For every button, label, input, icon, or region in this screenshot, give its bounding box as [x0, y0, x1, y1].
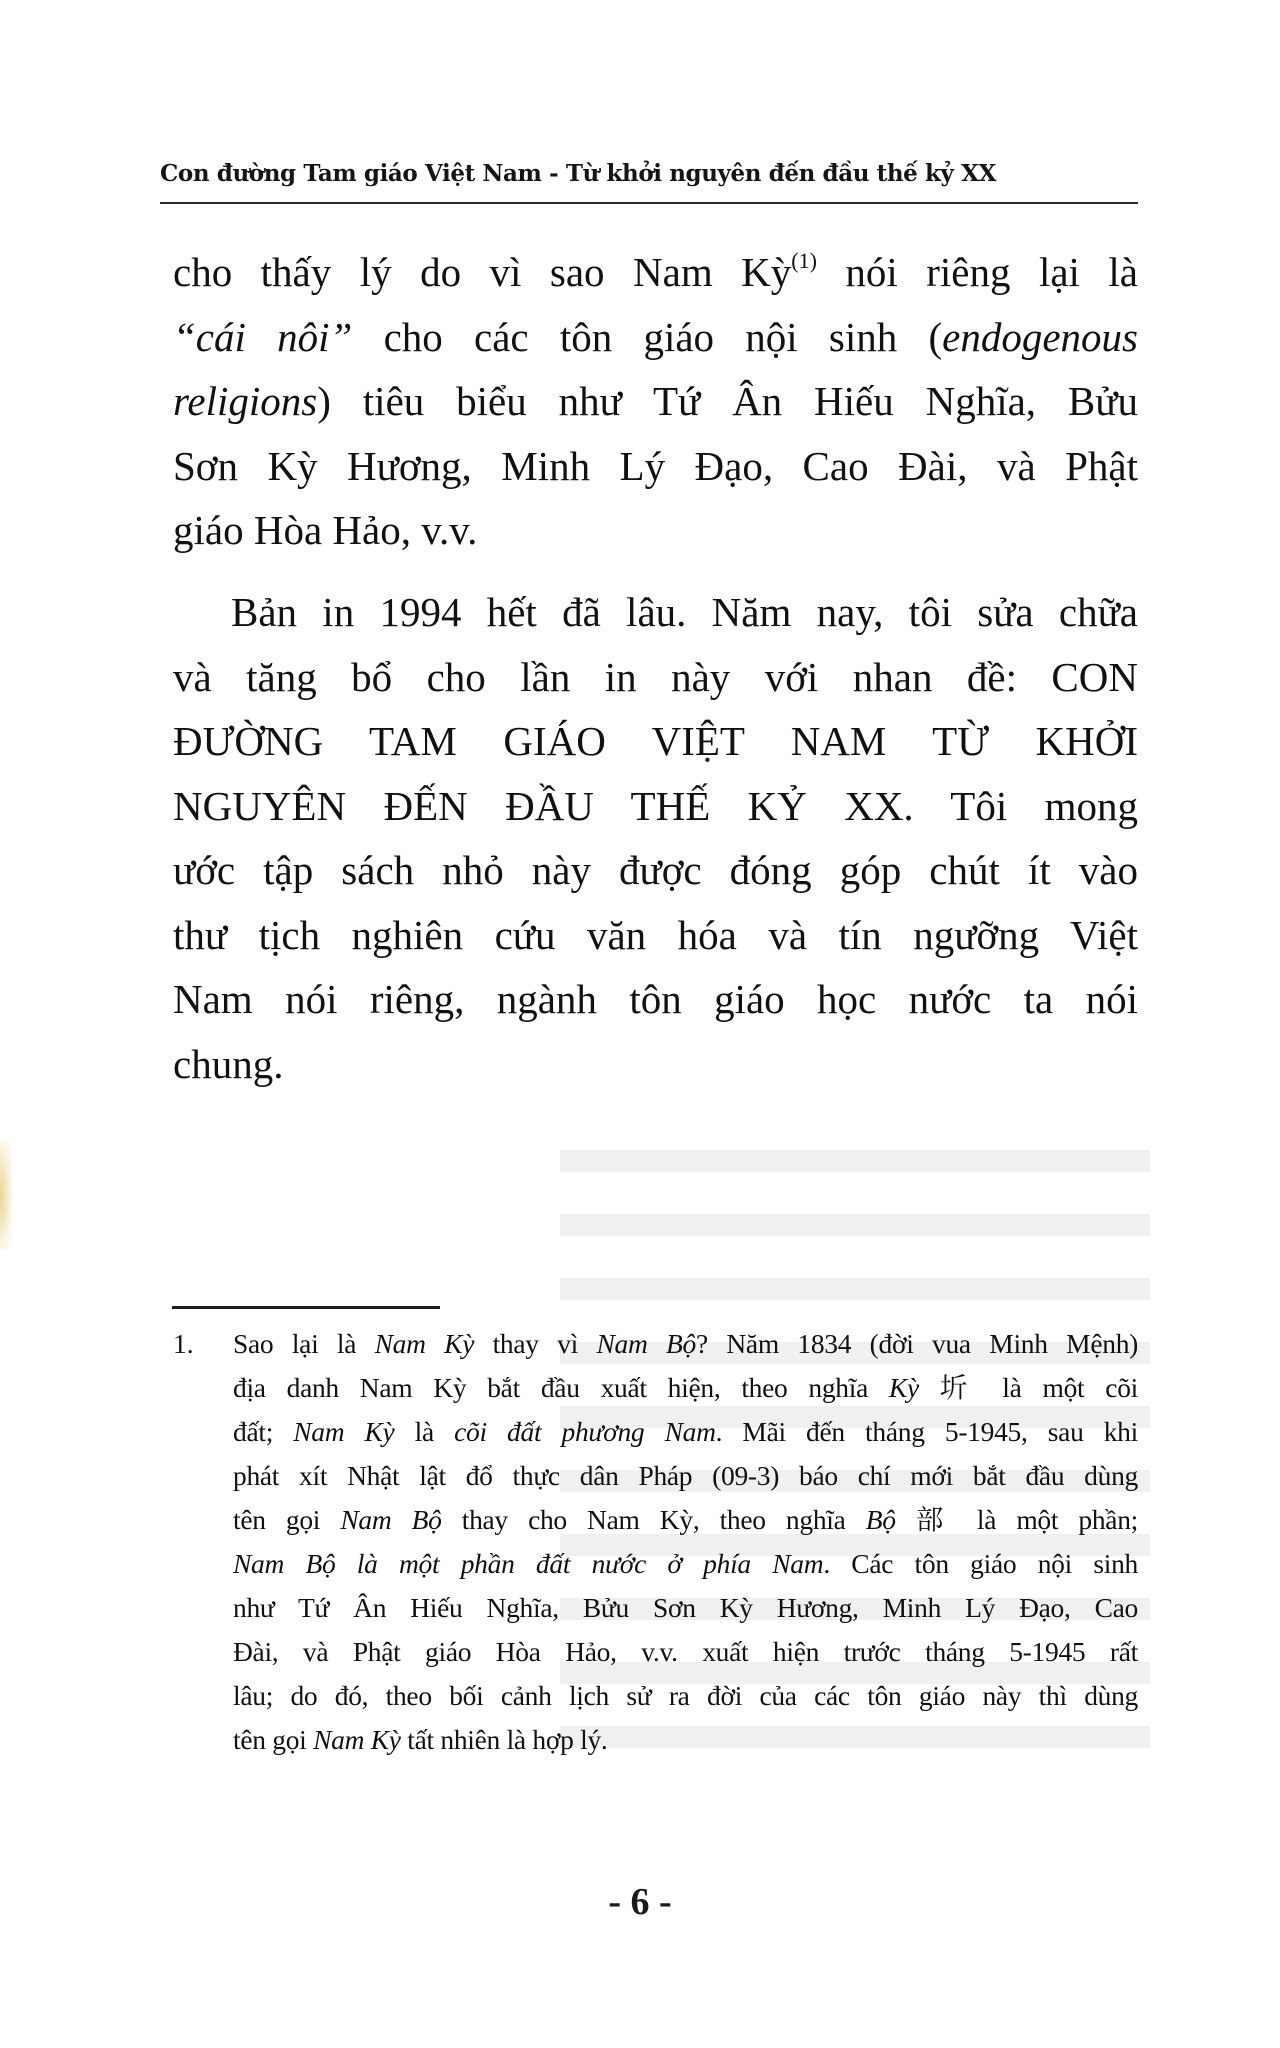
footnote-line-2: địa danh Nam Kỳ bắt đầu xuất hiện, theo nghĩa Kỳ 圻 là một cõi: [233, 1372, 1138, 1404]
footnote-line-7: như Tứ Ân Hiếu Nghĩa, Bửu Sơn Kỳ Hương, Minh Lý Đạo, Cao: [233, 1592, 1138, 1623]
paragraph-2-line-6: thư tịch nghiên cứu văn hóa và tín ngưỡng Việt: [173, 911, 1138, 958]
footnote-line-4: phát xít Nhật lật đổ thực dân Pháp (09-3) báo chí mới bắt đầu dùng: [233, 1460, 1138, 1491]
paragraph-2-line-8: chung.: [173, 1040, 284, 1087]
paragraph-2-line-2: và tăng bổ cho lần in này với nhan đề: CON: [173, 653, 1138, 700]
page-edge-stain: [0, 1140, 12, 1250]
running-header: [160, 150, 1138, 204]
footnote-body: [233, 1322, 1138, 1762]
footnote-line-3: đất; Nam Kỳ là cõi đất phương Nam. Mãi đến tháng 5-1945, sau khi: [233, 1416, 1138, 1447]
paragraph-2-line-4: NGUYÊN ĐẾN ĐẦU THẾ KỶ XX. Tôi mong: [173, 782, 1138, 829]
footnote-number: 1.: [173, 1328, 194, 1359]
paragraph-2-line-5: ước tập sách nhỏ này được đóng góp chút ít vào: [173, 847, 1138, 893]
footnote-reference-1[interactable]: (1): [791, 248, 817, 273]
running-header-title: Con đường Tam giáo Việt Nam - Từ khởi nguyên đến đầu thế kỷ XX: [160, 160, 997, 187]
paragraph-1-line-1: cho thấy lý do vì sao Nam Kỳ$^{(1)}$ nói riêng lại là: [173, 248, 1138, 295]
paragraph-2-line-3: ĐƯỜNG TAM GIÁO VIỆT NAM TỪ KHỞI: [173, 718, 1138, 764]
paragraph-1-line-4: Sơn Kỳ Hương, Minh Lý Đạo, Cao Đài, và Phật: [173, 442, 1138, 489]
han-character-bo: 部: [915, 1504, 957, 1536]
han-character-ky: 圻: [939, 1372, 982, 1404]
footnote-line-1: Sao lại là Nam Kỳ thay vì Nam Bộ? Năm 1834 (đời vua Minh Mệnh): [233, 1328, 1138, 1359]
paragraph-1-line-5: giáo Hòa Hảo, v.v.: [173, 507, 478, 553]
footnote-line-6: Nam Bộ là một phần đất nước ở phía Nam. Các tôn giáo nội sinh: [233, 1548, 1138, 1579]
footnote-line-9: lâu; do đó, theo bối cảnh lịch sử ra đời của các tôn giáo này thì dùng: [233, 1680, 1138, 1711]
footnote-line-5: tên gọi Nam Bộ thay cho Nam Kỳ, theo nghĩa Bộ 部 là một phần;: [233, 1504, 1139, 1536]
paragraph-2: [173, 580, 1138, 1096]
paragraph-2-line-1: Bản in 1994 hết đã lâu. Năm nay, tôi sửa chữa: [231, 589, 1138, 635]
page-number: - 6 -: [608, 1881, 672, 1923]
footnote-separator: [172, 1306, 440, 1309]
footnote-line-8: Đài, và Phật giáo Hòa Hảo, v.v. xuất hiện trước tháng 5-1945 rất: [233, 1636, 1138, 1667]
paragraph-1-line-2: “cái nôi” cho các tôn giáo nội sinh (endogenous: [173, 313, 1138, 360]
paragraph-2-line-7: Nam nói riêng, ngành tôn giáo học nước ta nói: [173, 976, 1138, 1022]
footnote-line-10: tên gọi Nam Kỳ tất nhiên là hợp lý.: [233, 1724, 608, 1755]
paragraph-1: [173, 240, 1138, 563]
paragraph-1-line-3: religions) tiêu biểu như Tứ Ân Hiếu Nghĩa, Bửu: [173, 378, 1138, 424]
